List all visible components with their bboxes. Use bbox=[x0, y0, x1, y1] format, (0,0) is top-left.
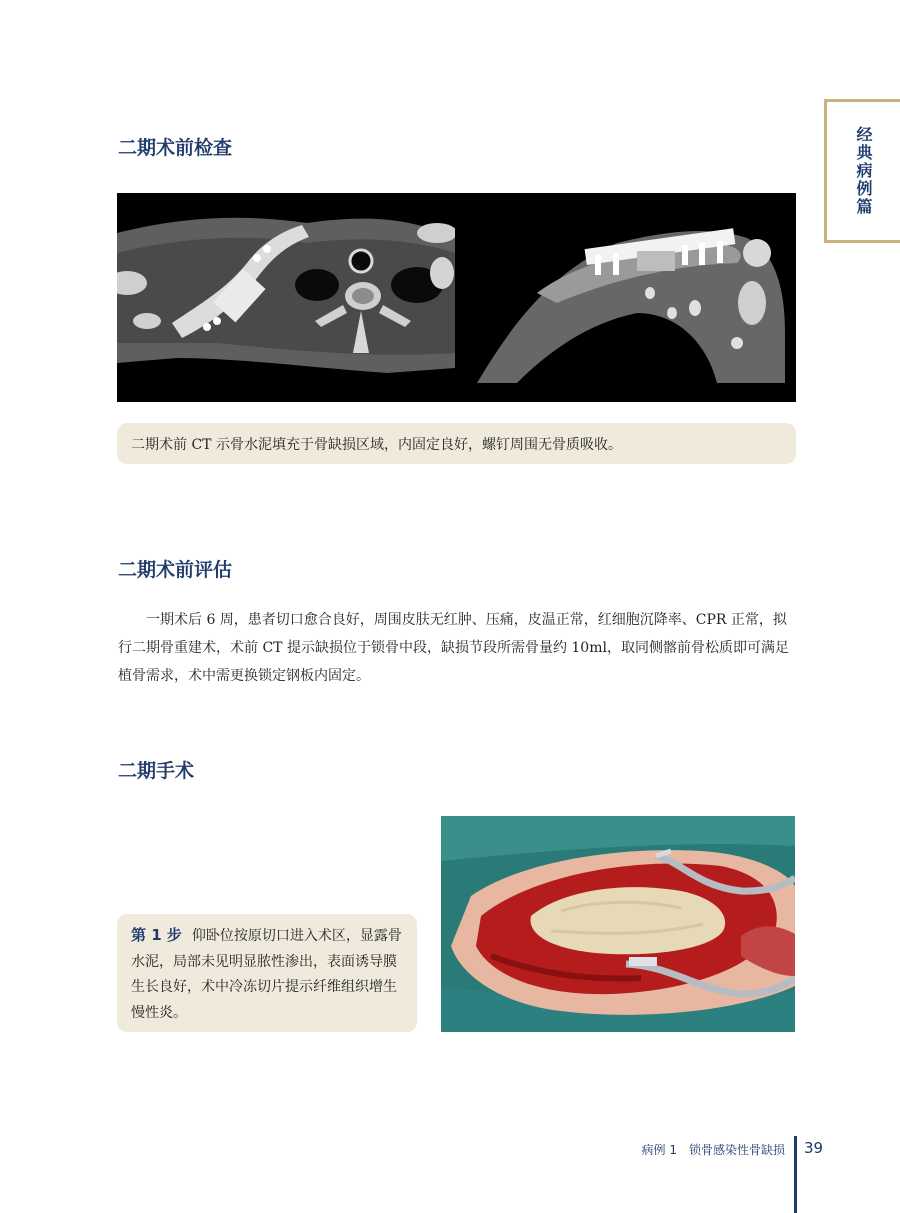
step-1-label: 第 1 步 bbox=[131, 926, 182, 944]
section-title-preop-eval: 二期术前评估 bbox=[118, 559, 233, 581]
chapter-side-tab-label: 经典病例篇 bbox=[854, 126, 873, 216]
footer-case-label: 病例 1 bbox=[641, 1143, 677, 1157]
ct-axial-view bbox=[117, 218, 457, 373]
page-number: 39 bbox=[804, 1139, 824, 1157]
footer-case-title: 锁骨感染性骨缺损 bbox=[688, 1143, 785, 1157]
footer-divider bbox=[794, 1136, 797, 1213]
ct-scan-image bbox=[117, 193, 796, 402]
footer-running-title bbox=[560, 1141, 785, 1158]
preop-eval-paragraph: 一期术后 6 周，患者切口愈合良好，周围皮肤无红肿、压痛，皮温正常，红细胞沉降率、CPR 正常，拟行二期骨重建术，术前 CT 提示缺损位于锁骨中段，缺损节段所需骨量约 10ml，取同侧髂前骨松质即可满足植骨需求，术中需更换锁定钢板内固定。 bbox=[118, 612, 789, 684]
ct-caption-box bbox=[117, 423, 796, 464]
surgery-photo bbox=[441, 816, 795, 1032]
chapter-side-tab bbox=[824, 99, 900, 243]
step-1-text: 仰卧位按原切口进入术区，显露骨水泥，局部未见明显脓性渗出，表面诱导膜生长良好，术中冷冻切片提示纤维组织增生慢性炎。 bbox=[131, 928, 402, 1021]
section-title-surgery: 二期手术 bbox=[118, 760, 195, 782]
section-title-preop-exam: 二期术前检查 bbox=[118, 137, 233, 159]
ct-caption-text: 二期术前 CT 示骨水泥填充于骨缺损区域，内固定良好，螺钉周围无骨质吸收。 bbox=[131, 436, 622, 453]
step-1-box bbox=[117, 914, 417, 1032]
